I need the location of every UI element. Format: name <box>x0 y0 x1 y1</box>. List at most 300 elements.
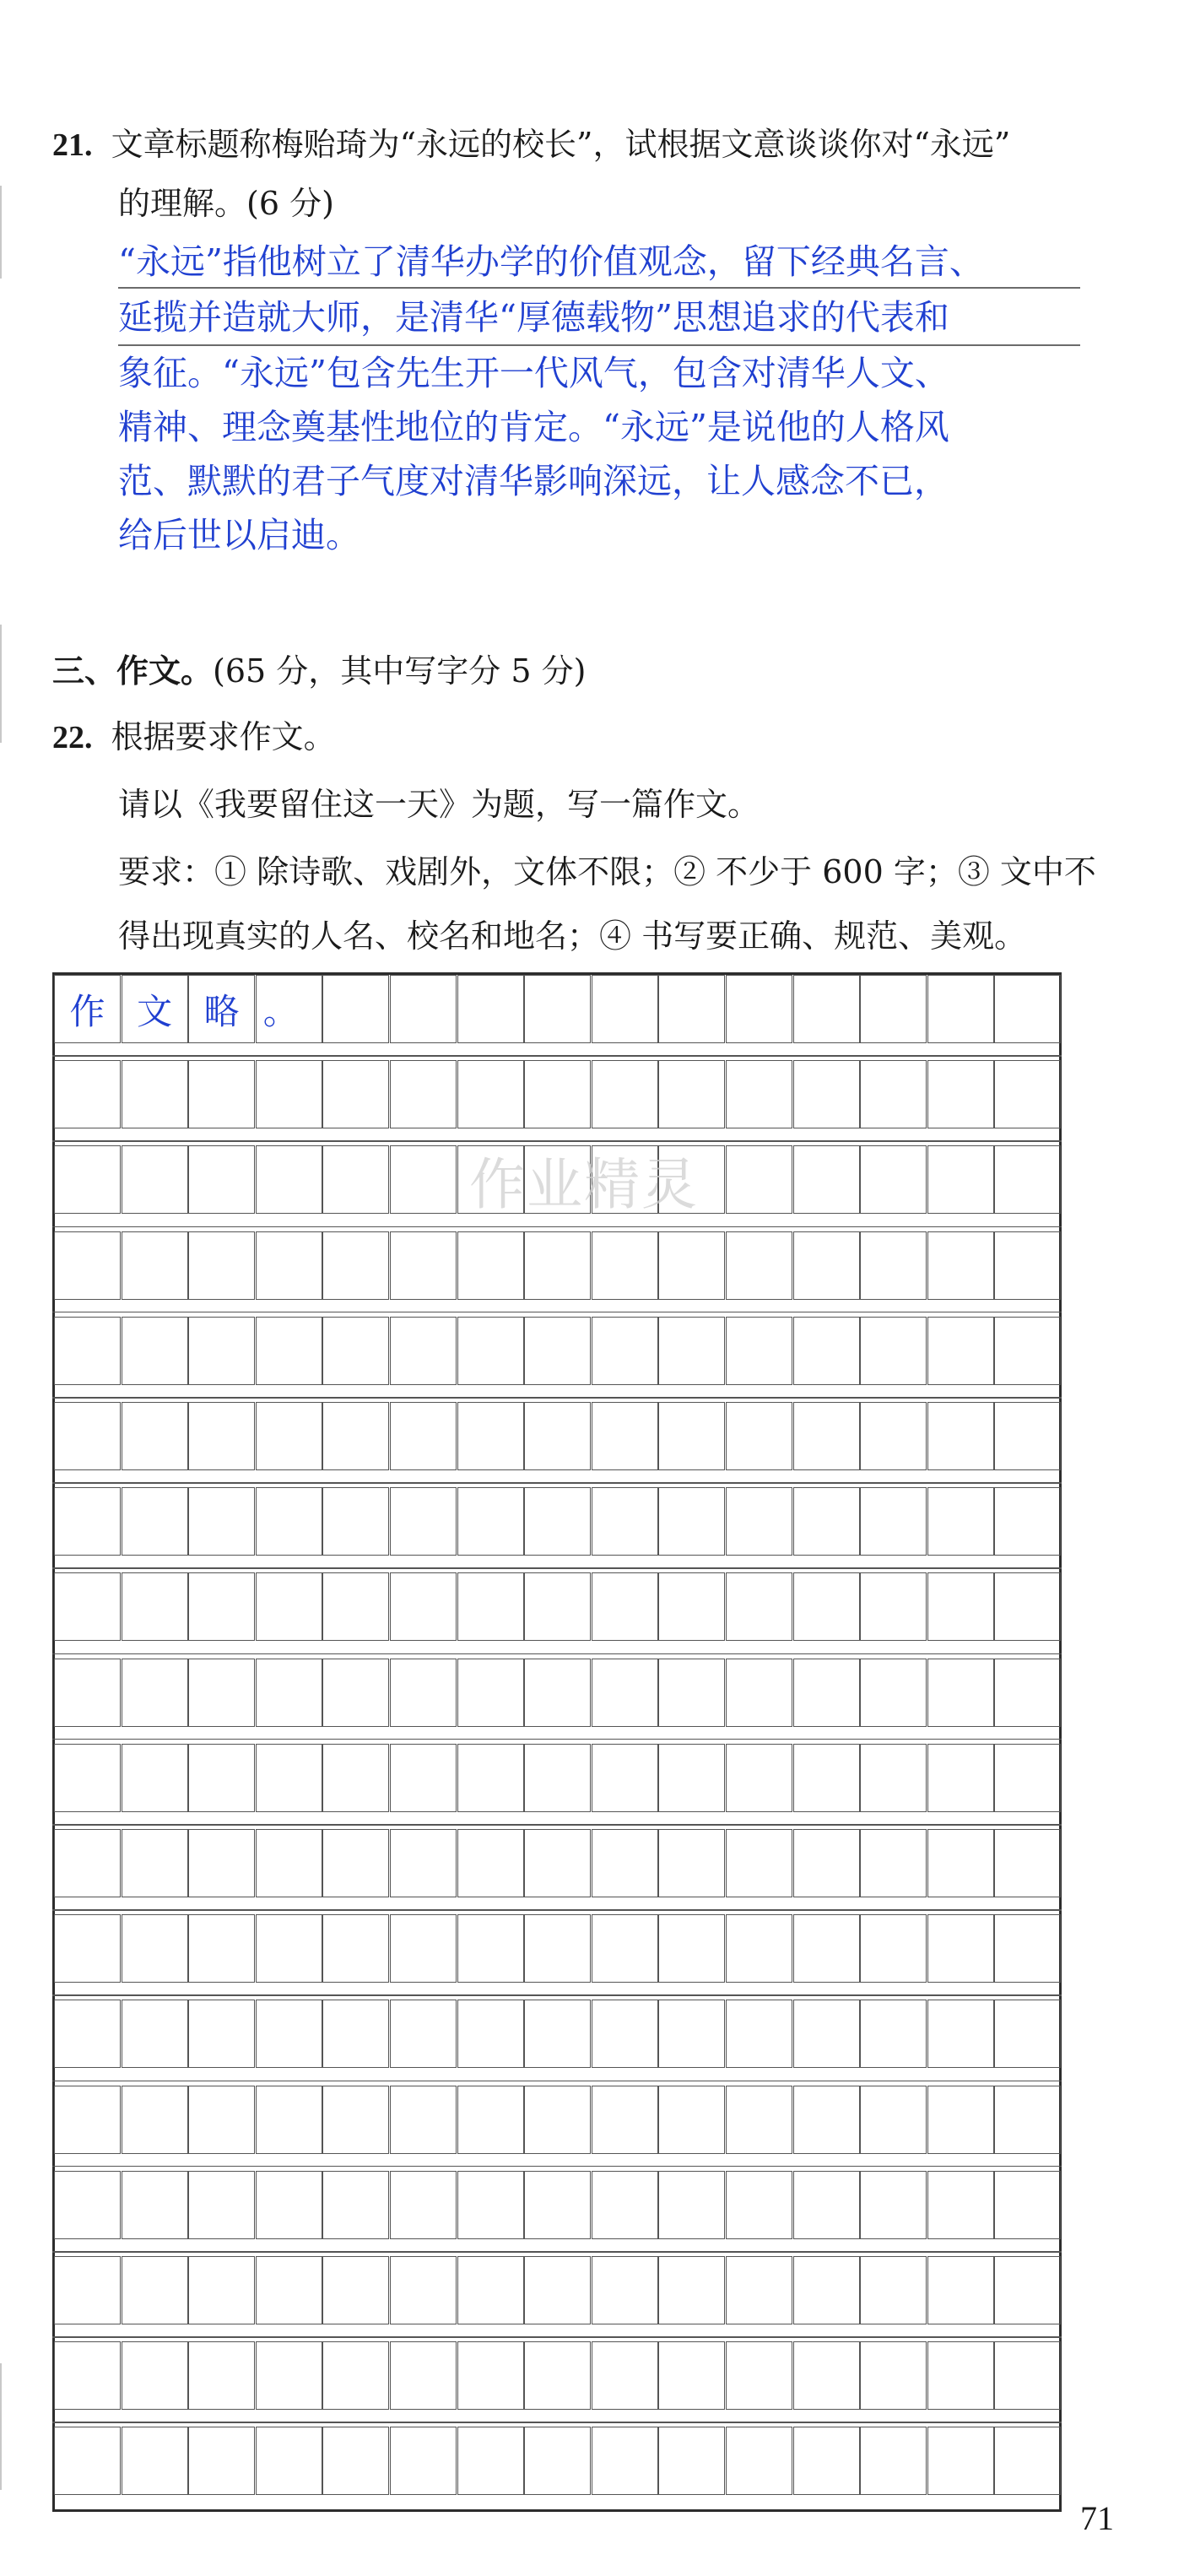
grid-cell <box>54 1829 121 1897</box>
grid-cell <box>726 1829 792 1897</box>
grid-cell <box>793 2256 860 2324</box>
grid-cell <box>927 2171 994 2239</box>
grid-cell <box>390 2171 457 2239</box>
grid-cell <box>927 1487 994 1556</box>
grid-cell <box>524 1317 591 1385</box>
grid-cell <box>658 1829 725 1897</box>
grid-cell <box>256 1060 322 1128</box>
grid-cell <box>322 975 389 1043</box>
grid-cell <box>726 1914 792 1983</box>
grid-cell <box>658 1744 725 1812</box>
grid-cell <box>793 1487 860 1556</box>
grid-cell <box>54 1659 121 1727</box>
grid-cell <box>188 1572 255 1641</box>
grid-cell <box>122 2427 188 2495</box>
grid-cell <box>457 1744 524 1812</box>
row-guide <box>52 1909 1062 1911</box>
grid-cell <box>188 2171 255 2239</box>
grid-cell <box>658 2171 725 2239</box>
grid-cell <box>726 2000 792 2068</box>
grid-cell <box>122 1744 188 1812</box>
grid-cell <box>54 1145 121 1214</box>
grid-cell <box>592 1572 658 1641</box>
grid-cell <box>524 1060 591 1128</box>
grid-cell <box>726 1659 792 1727</box>
grid-cell <box>390 1572 457 1641</box>
grid-cell <box>994 2256 1061 2324</box>
grid-cell <box>793 1145 860 1214</box>
grid-cell <box>390 1829 457 1897</box>
grid-cell <box>927 1829 994 1897</box>
grid-cell <box>322 2427 389 2495</box>
grid-cell <box>592 2086 658 2154</box>
grid-cell <box>658 1060 725 1128</box>
grid-cell <box>726 2341 792 2410</box>
grid-cell <box>994 2427 1061 2495</box>
grid-cell <box>390 1914 457 1983</box>
grid-cell <box>188 1744 255 1812</box>
grid-cell <box>726 1145 792 1214</box>
row-guide <box>52 2336 1062 2338</box>
grid-cell <box>524 2171 591 2239</box>
grid-cell <box>457 2086 524 2154</box>
grid-cell <box>592 1060 658 1128</box>
row-guide <box>52 2081 1062 2082</box>
row-guide <box>52 1739 1062 1740</box>
grid-cell <box>256 1659 322 1727</box>
grid-cell <box>524 1829 591 1897</box>
grid-cell <box>256 2256 322 2324</box>
grid-cell <box>860 1231 927 1300</box>
grid-cell <box>793 1231 860 1300</box>
grid-cell <box>726 1060 792 1128</box>
grid-cell <box>524 1487 591 1556</box>
grid-cell <box>592 1402 658 1470</box>
grid-cell <box>726 1487 792 1556</box>
grid-cell <box>188 1317 255 1385</box>
answer-line: 范、默默的君子气度对清华影响深远，让人感念不已， <box>118 461 949 501</box>
grid-cell <box>54 2086 121 2154</box>
grid-cell <box>122 1914 188 1983</box>
grid-cell <box>658 1402 725 1470</box>
grid-cell <box>927 1231 994 1300</box>
grid-cell <box>390 1487 457 1556</box>
grid-cell <box>390 2000 457 2068</box>
grid-cell <box>457 1487 524 1556</box>
grid-cell <box>322 1572 389 1641</box>
grid-cell <box>860 2427 927 2495</box>
grid-cell <box>994 1060 1061 1128</box>
grid-cell <box>457 1659 524 1727</box>
grid-cell <box>726 1231 792 1300</box>
grid-cell <box>188 2341 255 2410</box>
grid-cell <box>390 1744 457 1812</box>
grid-cell <box>994 2171 1061 2239</box>
grid-cell <box>726 2171 792 2239</box>
grid-cell <box>390 1231 457 1300</box>
grid-cell <box>793 1060 860 1128</box>
grid-cell <box>54 2427 121 2495</box>
grid-cell <box>726 2427 792 2495</box>
grid-cell <box>793 1402 860 1470</box>
grid-cell <box>860 975 927 1043</box>
grid-cell <box>54 2341 121 2410</box>
grid-cell <box>188 1659 255 1727</box>
grid-cell <box>592 1829 658 1897</box>
grid-cell <box>927 2086 994 2154</box>
grid-cell <box>54 2000 121 2068</box>
grid-cell <box>994 1829 1061 1897</box>
grid-cell <box>524 2086 591 2154</box>
row-guide <box>52 2166 1062 2167</box>
grid-cell <box>658 2341 725 2410</box>
grid-cell <box>726 975 792 1043</box>
grid-cell <box>457 2256 524 2324</box>
grid-cell <box>524 1659 591 1727</box>
grid-cell <box>122 1402 188 1470</box>
q21-prompt: 文章标题称梅贻琦为“永远的校长”，试根据文意谈谈你对“永远” <box>111 126 1011 163</box>
grid-cell <box>658 975 725 1043</box>
grid-cell <box>524 1402 591 1470</box>
grid-cell <box>390 2341 457 2410</box>
grid-cell <box>390 1145 457 1214</box>
grid-cell <box>927 2000 994 2068</box>
grid-cell <box>256 1487 322 1556</box>
grid-cell <box>726 1744 792 1812</box>
grid-cell <box>793 975 860 1043</box>
q21-number: 21. <box>52 127 93 163</box>
answer-rule <box>118 287 1080 289</box>
grid-cell <box>994 975 1061 1043</box>
q21-line2: 的理解。(6 分) <box>118 185 334 222</box>
grid-cell <box>860 1572 927 1641</box>
section3-heading <box>52 650 586 692</box>
q22-requirements-2: 得出现真实的人名、校名和地名；④ 书写要正确、规范、美观。 <box>118 917 1027 955</box>
grid-cell <box>322 1914 389 1983</box>
answer-line: 象征。“永远”包含先生开一代风气，包含对清华人文、 <box>118 353 949 393</box>
grid-cell <box>188 1487 255 1556</box>
grid-cell <box>524 2256 591 2324</box>
grid-cell <box>793 2341 860 2410</box>
grid-cell <box>188 1060 255 1128</box>
grid-cell <box>390 1402 457 1470</box>
grid-cell <box>524 1572 591 1641</box>
grid-cell <box>54 2256 121 2324</box>
grid-cell <box>54 1231 121 1300</box>
row-guide <box>52 1482 1062 1484</box>
grid-cell <box>592 2171 658 2239</box>
grid-cell <box>457 1060 524 1128</box>
watermark: 作业精灵 <box>469 1152 699 1217</box>
grid-cell <box>524 1914 591 1983</box>
grid-cell <box>860 1402 927 1470</box>
grid-cell <box>793 1914 860 1983</box>
grid-cell <box>322 2171 389 2239</box>
grid-cell <box>927 2341 994 2410</box>
grid-cell <box>122 1659 188 1727</box>
grid-cell <box>188 1402 255 1470</box>
grid-cell <box>793 2086 860 2154</box>
grid-cell <box>592 1914 658 1983</box>
grid-cell <box>524 2427 591 2495</box>
grid-cell <box>927 1659 994 1727</box>
grid-cell <box>322 1487 389 1556</box>
grid-cell <box>927 975 994 1043</box>
row-guide <box>52 2251 1062 2253</box>
grid-cell <box>927 1914 994 1983</box>
grid-cell <box>726 1572 792 1641</box>
grid-cell <box>188 1829 255 1897</box>
grid-cell <box>457 2341 524 2410</box>
grid-cell <box>927 1572 994 1641</box>
grid-cell <box>658 2000 725 2068</box>
grid-cell <box>726 1317 792 1385</box>
grid-cell <box>457 1829 524 1897</box>
grid-cell <box>994 1744 1061 1812</box>
grid-cell <box>658 1659 725 1727</box>
row-guide <box>52 1994 1062 1996</box>
grid-cell <box>256 1402 322 1470</box>
grid-cell <box>322 1317 389 1385</box>
grid-cell <box>122 2086 188 2154</box>
grid-cell <box>524 2341 591 2410</box>
grid-cell <box>322 1829 389 1897</box>
grid-cell <box>994 1659 1061 1727</box>
grid-cell <box>793 1829 860 1897</box>
grid-cell <box>322 2000 389 2068</box>
grid-cell <box>256 1572 322 1641</box>
section3-title: 三、作文。 <box>52 652 214 690</box>
row-guide <box>52 2422 1062 2423</box>
grid-cell <box>457 1317 524 1385</box>
answer-line: 给后世以启迪。 <box>118 515 360 555</box>
grid-cell <box>122 2256 188 2324</box>
grid-cell <box>658 1914 725 1983</box>
grid-cell <box>793 1659 860 1727</box>
grid-cell <box>256 1744 322 1812</box>
row-guide <box>52 1397 1062 1399</box>
grid-cell <box>592 2341 658 2410</box>
grid-cell <box>860 2086 927 2154</box>
grid-cell <box>860 1060 927 1128</box>
margin-rule <box>0 625 2 743</box>
grid-cell <box>256 1231 322 1300</box>
grid-cell <box>658 2427 725 2495</box>
grid-cell <box>793 1744 860 1812</box>
grid-cell <box>860 1317 927 1385</box>
grid-cell <box>122 1317 188 1385</box>
answer-line: 延揽并造就大师，是清华“厚德载物”思想追求的代表和 <box>118 297 949 338</box>
grid-cell <box>54 1317 121 1385</box>
grid-cell <box>322 2256 389 2324</box>
grid-cell <box>322 1659 389 1727</box>
grid-cell <box>256 2171 322 2239</box>
grid-cell <box>122 1060 188 1128</box>
grid-cell <box>122 2341 188 2410</box>
grid-cell <box>994 1402 1061 1470</box>
grid-cell <box>457 2000 524 2068</box>
grid-cell <box>457 975 524 1043</box>
grid-cell <box>860 2171 927 2239</box>
grid-cell <box>322 1402 389 1470</box>
grid-cell <box>457 2171 524 2239</box>
grid-cell <box>927 1744 994 1812</box>
grid-cell <box>793 2171 860 2239</box>
grid-cell <box>457 1402 524 1470</box>
row-guide <box>52 1567 1062 1569</box>
page-number: 71 <box>1080 2499 1114 2537</box>
grid-cell <box>592 2000 658 2068</box>
grid-cell <box>54 1914 121 1983</box>
grid-cell <box>927 1317 994 1385</box>
grid-cell <box>390 1659 457 1727</box>
grid-cell <box>524 975 591 1043</box>
grid-cell: 。 <box>256 975 322 1043</box>
grid-cell <box>860 2341 927 2410</box>
grid-cell <box>860 1487 927 1556</box>
margin-rule <box>0 186 2 279</box>
grid-cell <box>793 2000 860 2068</box>
grid-cell <box>793 1317 860 1385</box>
grid-cell <box>322 1744 389 1812</box>
grid-cell <box>256 1914 322 1983</box>
grid-cell <box>457 1572 524 1641</box>
grid-cell <box>860 1829 927 1897</box>
grid-cell: 文 <box>122 975 188 1043</box>
grid-cell <box>256 2086 322 2154</box>
grid-cell <box>256 1145 322 1214</box>
grid-cell <box>658 1231 725 1300</box>
grid-cell <box>188 2000 255 2068</box>
grid-cell <box>322 1060 389 1128</box>
grid-cell <box>390 2427 457 2495</box>
grid-cell <box>927 2256 994 2324</box>
grid-cell <box>658 1317 725 1385</box>
grid-cell <box>927 1402 994 1470</box>
grid-cell <box>322 1145 389 1214</box>
row-guide <box>52 1312 1062 1313</box>
grid-cell <box>994 1487 1061 1556</box>
grid-cell <box>122 1487 188 1556</box>
q22-number: 22. <box>52 720 93 755</box>
grid-cell <box>592 2256 658 2324</box>
grid-cell <box>122 1231 188 1300</box>
grid-cell <box>524 2000 591 2068</box>
q22-title-instruction: 请以《我要留住这一天》为题，写一篇作文。 <box>118 786 760 823</box>
grid-cell <box>54 1572 121 1641</box>
grid-cell <box>188 1145 255 1214</box>
q22-line1 <box>52 716 336 759</box>
grid-cell <box>927 1060 994 1128</box>
grid-cell <box>726 2256 792 2324</box>
grid-cell <box>457 1231 524 1300</box>
grid-cell <box>122 1829 188 1897</box>
grid-cell <box>994 1914 1061 1983</box>
grid-cell <box>793 1572 860 1641</box>
grid-cell <box>54 1060 121 1128</box>
grid-cell <box>860 1914 927 1983</box>
grid-cell <box>322 2341 389 2410</box>
grid-cell <box>188 2256 255 2324</box>
grid-cell <box>256 2000 322 2068</box>
grid-cell <box>457 2427 524 2495</box>
grid-cell <box>390 1317 457 1385</box>
grid-cell <box>188 2086 255 2154</box>
grid-cell <box>188 1914 255 1983</box>
grid-cell <box>122 2000 188 2068</box>
grid-cell <box>994 2341 1061 2410</box>
grid-cell <box>256 1829 322 1897</box>
row-guide <box>52 1653 1062 1655</box>
grid-cell <box>793 2427 860 2495</box>
grid-cell <box>994 1317 1061 1385</box>
grid-cell: 作 <box>54 975 121 1043</box>
grid-cell <box>860 1744 927 1812</box>
answer-line: “永远”指他树立了清华办学的价值观念，留下经典名言、 <box>118 241 984 282</box>
row-guide <box>52 1226 1062 1228</box>
grid-cell <box>54 1402 121 1470</box>
grid-cell <box>927 1145 994 1214</box>
grid-cell <box>658 2256 725 2324</box>
grid-cell <box>54 1487 121 1556</box>
grid-cell <box>658 1487 725 1556</box>
grid-cell <box>658 1572 725 1641</box>
grid-cell <box>860 2000 927 2068</box>
grid-cell <box>592 2427 658 2495</box>
grid-cell <box>54 1744 121 1812</box>
grid-cell <box>658 2086 725 2154</box>
grid-cell <box>592 1744 658 1812</box>
grid-cell <box>994 1231 1061 1300</box>
grid-cell <box>994 2086 1061 2154</box>
grid-cell <box>390 2256 457 2324</box>
grid-cell <box>390 1060 457 1128</box>
grid-cell <box>390 975 457 1043</box>
grid-cell <box>994 1145 1061 1214</box>
grid-cell <box>122 1145 188 1214</box>
grid-cell <box>322 2086 389 2154</box>
grid-cell <box>524 1231 591 1300</box>
section3-note: (65 分，其中写字分 5 分) <box>213 652 587 690</box>
grid-cell <box>188 1231 255 1300</box>
row-guide <box>52 1055 1062 1057</box>
row-guide <box>52 1824 1062 1826</box>
grid-cell <box>122 2171 188 2239</box>
grid-cell: 略 <box>188 975 255 1043</box>
grid-cell <box>122 1572 188 1641</box>
grid-cell <box>592 1231 658 1300</box>
q22-prompt: 根据要求作文。 <box>111 718 336 755</box>
grid-cell <box>592 1487 658 1556</box>
grid-cell <box>726 2086 792 2154</box>
grid-cell <box>726 1402 792 1470</box>
grid-cell <box>994 2000 1061 2068</box>
grid-cell <box>927 2427 994 2495</box>
grid-cell <box>592 1659 658 1727</box>
grid-cell <box>994 1572 1061 1641</box>
grid-cell <box>322 1231 389 1300</box>
grid-cell <box>860 2256 927 2324</box>
answer-line: 精神、理念奠基性地位的肯定。“永远”是说他的人格风 <box>118 407 949 447</box>
grid-cell <box>860 1145 927 1214</box>
grid-cell <box>256 2341 322 2410</box>
grid-cell <box>592 975 658 1043</box>
grid-cell <box>457 1914 524 1983</box>
q21-line1 <box>52 123 1010 166</box>
grid-cell <box>390 2086 457 2154</box>
q22-requirements-1: 要求：① 除诗歌、戏剧外，文体不限；② 不少于 600 字；③ 文中不 <box>118 853 1096 890</box>
grid-cell <box>524 1744 591 1812</box>
